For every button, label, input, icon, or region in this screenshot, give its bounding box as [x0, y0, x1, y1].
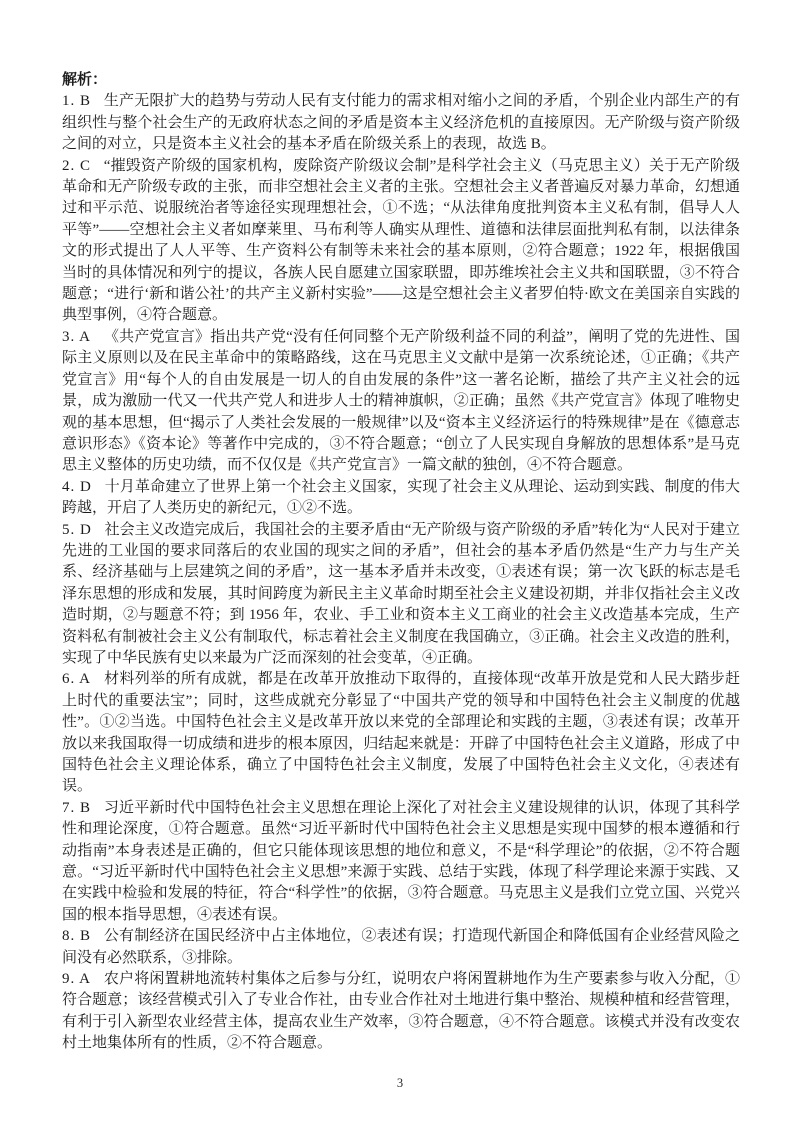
answer-item-4-label: 4. D — [62, 478, 92, 495]
answer-item-5-label: 5. D — [62, 521, 92, 538]
answer-item-6 — [62, 669, 740, 797]
answer-item-9-label: 9. A — [62, 971, 92, 988]
answer-key-content — [62, 70, 740, 1055]
answer-item-8-text: 公有制经济在国民经济中占主体地位，②表述有误；打造现代新国企和降低国有企业经营风险之间没有必然联系，③排除。 — [62, 928, 740, 966]
answer-item-1 — [62, 91, 740, 155]
answer-item-5-text: 社会主义改造完成后，我国社会的主要矛盾由“无产阶级与资产阶级的矛盾”转化为“人民对于建立先进的工业国的要求同落后的农业国的现实之间的矛盾”，但社会的基本矛盾仍然是“生产力与生产关系、经济基础与上层建筑之间的矛盾”，这一基本矛盾并未改变，①表述有误；第一次飞跃的标志是毛泽东思想的形成和发展，其时间跨度为新民主主义革命时期至社会主义建设初期，并非仅指社会主义改造时期，②与题意不符；到 1956 年，农业、手工业和资本主义工商业的社会主义改造基本完成，生产资料私有制被社会主义公有制取代，标志着社会主义制度在我国确立，③正确。社会主义改造的胜利，实现了中华民族有史以来最为广泛而深刻的社会变革，④正确。 — [62, 521, 740, 666]
answer-item-7-label: 7. B — [62, 799, 92, 816]
page-number: 3 — [396, 1076, 404, 1090]
answer-item-3-text: 《共产党宣言》指出共产党“没有任何同整个无产阶级利益不同的利益”，阐明了党的先进性、国际主义原则以及在民主革命中的策略路线，这在马克思主义文献中是第一次系统论述，①正确；《共产党宣言》用“每个人的自由发展是一切人的自由发展的条件”这一著名论断，描绘了共产主义社会的远景，成为激励一代又一代共产党人和进步人士的精神旗帜，②正确；虽然《共产党宣言》体现了唯物史观的基本思想，但“揭示了人类社会发展的一般规律”以及“资本主义经济运行的特殊规律”是在《德意志意识形态》《资本论》等著作中完成的，③不符合题意；“创立了人民实现自身解放的思想体系”是马克思主义整体的历史功绩，而不仅仅是《共产党宣言》一篇文献的独创，④不符合题意。 — [62, 328, 740, 474]
answer-item-3 — [62, 327, 740, 477]
answer-item-9 — [62, 969, 740, 1055]
answer-item-4 — [62, 477, 740, 520]
answer-item-6-text: 材料列举的所有成就，都是在改革开放推动下取得的，直接体现“改革开放是党和人民大踏步赶上时代的重要法宝”；同时，这些成就充分彰显了“中国共产党的领导和中国特色社会主义制度的优越性”。①②当选。中国特色社会主义是改革开放以来党的全部理论和实践的主题，③表述有误；改革开放以来我国取得一切成绩和进步的根本原因，归结起来就是：开辟了中国特色社会主义道路，形成了中国特色社会主义理论体系，确立了中国特色社会主义制度，发展了中国特色社会主义文化，④表述有误。 — [62, 671, 740, 795]
answer-item-8 — [62, 926, 740, 969]
answer-item-2-label: 2. C — [62, 157, 92, 174]
answer-item-4-text: 十月革命建立了世界上第一个社会主义国家，实现了社会主义从理论、运动到实践、制度的伟大跨越，开启了人类历史的新纪元，①②不选。 — [62, 478, 740, 517]
analysis-heading: 解析： — [62, 72, 108, 88]
answer-item-7 — [62, 798, 740, 926]
answer-item-2 — [62, 156, 740, 327]
answer-item-6-label: 6. A — [62, 671, 92, 688]
answer-item-7-text: 习近平新时代中国特色社会主义思想在理论上深化了对社会主义建设规律的认识，体现了其科学性和理论深度，①符合题意。虽然“习近平新时代中国特色社会主义思想是实现中国梦的根本遵循和行动指南”本身表述是正确的，但它只能体现该思想的地位和意义，不是“科学理论”的依据，②不符合题意。“习近平新时代中国特色社会主义思想”来源于实践、总结于实践，体现了科学理论来源于实践、又在实践中检验和发展的特征，符合“科学性”的依据，③符合题意。马克思主义是我们立党立国、兴党兴国的根本指导思想，④表述有误。 — [62, 799, 740, 923]
answer-item-8-label: 8. B — [62, 928, 92, 945]
answer-item-1-label: 1. B — [62, 93, 92, 110]
answer-item-1-text: 生产无限扩大的趋势与劳动人民有支付能力的需求相对缩小之间的矛盾，个别企业内部生产的有组织性与整个社会生产的无政府状态之间的矛盾是资本主义经济危机的直接原因。无产阶级与资产阶级之间的对立，只是资本主义社会的基本矛盾在阶级关系上的表现，故选 B。 — [62, 93, 740, 153]
answer-item-9-text: 农户将闲置耕地流转村集体之后参与分红，说明农户将闲置耕地作为生产要素参与收入分配，①符合题意；该经营模式引入了专业合作社，由专业合作社对土地进行集中整治、规模种植和经营管理，有利于引入新型农业经营主体，提高农业生产效率，③符合题意，④不符合题意。该模式并没有改变农村土地集体所有的性质，②不符合题意。 — [62, 971, 740, 1052]
answer-item-3-label: 3. A — [62, 328, 92, 345]
answer-item-5 — [62, 520, 740, 670]
answer-item-2-text: “摧毁资产阶级的国家机构，废除资产阶级议会制”是科学社会主义（马克思主义）关于无产阶级革命和无产阶级专政的主张，而非空想社会主义者的主张。空想社会主义者普遍反对暴力革命，幻想通过和平示范、说服统治者等途径实现理想社会，①不选；“从法律角度批判资本主义私有制，倡导人人平等”——空想社会主义者如摩莱里、马布利等人确实从理性、道德和法律层面批判私有制，以法律条文的形式提出了人人平等、生产资料公有制等未来社会的基本原则，②符合题意；1922 年，根据俄国当时的具体情况和列宁的提议，各族人民自愿建立国家联盟，即苏维埃社会主义共和国联盟，③不符合题意；“进行‘新和谐公社’的共产主义新村实验”——这是空想社会主义者罗伯特·欧文在美国亲自实践的典型事例，④符合题意。 — [62, 157, 740, 324]
